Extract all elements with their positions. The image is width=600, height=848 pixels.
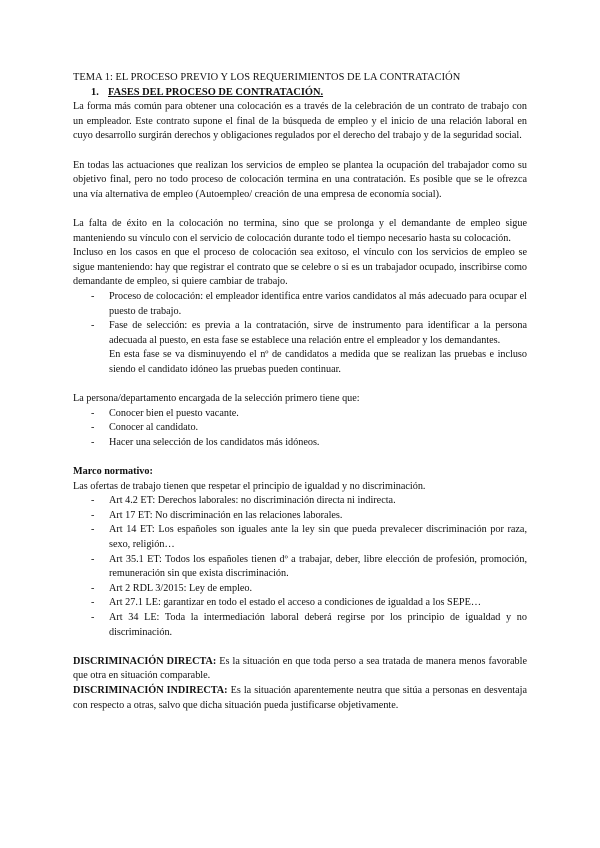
section-label: FASES DEL PROCESO DE CONTRATACIÓN. — [108, 86, 324, 98]
paragraph-employment-services: En todas las actuaciones que realizan los servicios de empleo se plantea la ocupación del trabajador como su objetivo final, pero no todo proceso de colocación termina en una contratación. Es posible que se le ofrezca una vía alternativa de empleo (Autoempleo/ creación de una empresa de economía social). — [73, 159, 527, 200]
document-title: TEMA 1: EL PROCESO PREVIO Y LOS REQUERIMIENTOS DE LA CONTRATACIÓN — [73, 72, 461, 83]
list-item: - Art 35.1 ET: Todos los españoles tienen dº a trabajar, deber, libre elección de profesión, promoción, remuneración sin que exista discriminación. — [91, 553, 527, 582]
list-item: - Hacer una selección de los candidatos más idóneos. — [91, 436, 527, 451]
list-item: - Fase de selección: es previa a la contratación, sirve de instrumento para identificar a la persona adecuada al puesto, en esta fase se establece una relación entre el empleador y los demandantes. — [91, 319, 527, 348]
list-item: - Art 27.1 LE: garantizar en todo el estado el acceso a condiciones de igualdad a los SEPE… — [91, 596, 527, 611]
definition-term: DISCRIMINACIÓN DIRECTA: — [73, 655, 217, 667]
list-item: - Art 2 RDL 3/2015: Ley de empleo. — [91, 582, 527, 597]
definition-indirect — [73, 684, 527, 713]
marco-list — [73, 494, 527, 640]
selection-list — [73, 407, 527, 451]
paragraph-lack-of-success: La falta de éxito en la colocación no termina, sino que se prolonga y el demandante de empleo sigue manteniendo su vínculo con el servicio de colocación durante todo el tiempo necesario hasta su colocación. — [73, 217, 527, 244]
definition-text: Es la situación aparentemente neutra que sitúa a personas en desventaja con respecto a otras, salvo que dicha situación pueda justificarse objetivamente. — [73, 684, 527, 711]
list-item: - Art 14 ET: Los españoles son iguales ante la ley sin que pueda prevalecer discriminación por raza, sexo, religión… — [91, 523, 527, 552]
definition-text: Es la situación en que toda perso a sea tratada de manera menos favorable que otra en situación comparable. — [73, 655, 527, 682]
document-page — [73, 71, 527, 713]
list-item: - Art 17 ET: No discriminación en las relaciones laborales. — [91, 509, 527, 524]
list-item: - Art 4.2 ET: Derechos laborales: no discriminación directa ni indirecta. — [91, 494, 527, 509]
section-heading — [91, 86, 527, 101]
paragraph-successful-process: Incluso en los casos en que el proceso de colocación sea exitoso, el vínculo con los servicios de empleo se sigue manteniendo: hay que registrar el contrato que se celebre o si es un trabajador ocupado, inscribirse como demandante de empleo, si quiere cambiar de trabajo. — [73, 247, 527, 288]
list-item: - Proceso de colocación: el empleador identifica entre varios candidatos al más adecuado para ocupar el puesto de trabajo. — [91, 290, 527, 319]
paragraph-intro: La forma más común para obtener una colocación es a través de la celebración de un contrato de trabajo con un empleador. Este contrato supone el final de la búsqueda de empleo y el inicio de una relación laboral en cuyo desarrollo surgirán derechos y obligaciones regulados por el derecho del trabajo y de la seguridad social. — [73, 101, 527, 142]
definition-direct — [73, 655, 527, 684]
list-item: - Conocer al candidato. — [91, 421, 527, 436]
selection-intro: La persona/departamento encargada de la selección primero tiene que: — [73, 393, 360, 405]
list-item: - Conocer bien el puesto vacante. — [91, 407, 527, 422]
definition-term: DISCRIMINACIÓN INDIRECTA: — [73, 684, 228, 696]
phase-note: En esta fase se va disminuyendo el nº de candidatos a medida que se realizan las pruebas e incluso siendo el candidato idóneo las pruebas pueden continuar. — [109, 349, 527, 375]
phases-list — [73, 290, 527, 348]
marco-heading: Marco normativo: — [73, 466, 153, 478]
section-number: 1. — [91, 86, 99, 98]
marco-intro: Las ofertas de trabajo tienen que respetar el principio de igualdad y no discriminación. — [73, 480, 426, 492]
list-item: - Art 34 LE: Toda la intermediación laboral deberá regirse por los principio de igualdad y no discriminación. — [91, 611, 527, 640]
